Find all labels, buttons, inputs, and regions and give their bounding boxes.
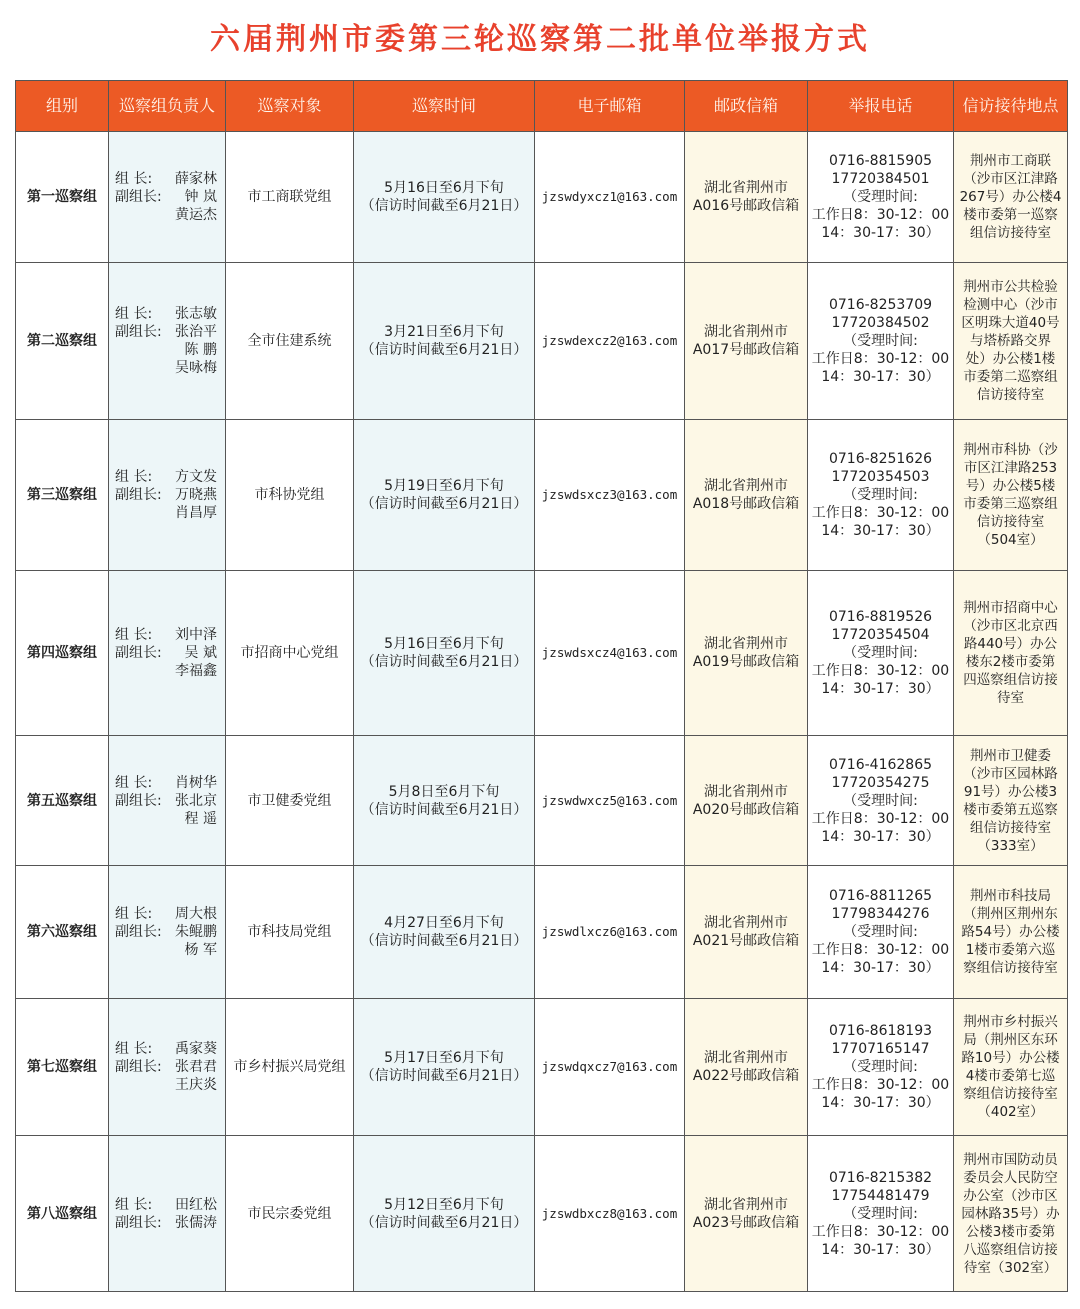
email-address: jzswdlxcz6@163.com xyxy=(535,866,685,999)
group-name: 第四巡察组 xyxy=(16,571,109,736)
email-address: jzswdqxcz7@163.com xyxy=(535,999,685,1136)
address-line: 1楼市委第六巡 xyxy=(965,942,1056,958)
hours-morning: 工作日8：30-12：00 xyxy=(811,207,950,223)
phone-landline: 0716-8215382 xyxy=(828,1169,933,1186)
hours-label: （受理时间: xyxy=(843,1205,918,1222)
time-cell xyxy=(354,999,535,1136)
deputy-role-label: 副组长: xyxy=(115,189,162,205)
address-line: 园林路35号）办 xyxy=(961,1205,1060,1222)
mailbox-city: 湖北省荆州市 xyxy=(704,324,788,340)
time-cell xyxy=(354,1136,535,1292)
group-name: 第五巡察组 xyxy=(16,736,109,866)
table-row xyxy=(16,1136,1068,1292)
deputy-name: 张北京 xyxy=(175,792,217,809)
deputy-role-label: 副组长: xyxy=(115,1214,162,1231)
mailbox-number: A017号邮政信箱 xyxy=(692,342,800,358)
table-row xyxy=(16,263,1068,420)
deputy-name: 张治平 xyxy=(175,324,217,340)
phone-cell xyxy=(808,736,954,866)
address-line: 市委第二巡察组 xyxy=(963,369,1058,385)
table-row xyxy=(16,866,1068,999)
address-line: 信访接待室 xyxy=(976,514,1045,530)
table-row xyxy=(16,420,1068,571)
hours-label: （受理时间: xyxy=(843,1059,918,1075)
address-line: 组信访接待室 xyxy=(970,225,1051,241)
target-cell: 市科协党组 xyxy=(226,420,354,571)
mailbox-number: A021号邮政信箱 xyxy=(692,933,800,949)
address-line: 待室（302室） xyxy=(963,1259,1058,1276)
leader-role-label: 组 长: xyxy=(115,171,153,187)
leaders-cell xyxy=(109,420,226,571)
header-target: 巡察对象 xyxy=(226,81,354,132)
phone-cell xyxy=(808,571,954,736)
leader-name: 田红松 xyxy=(175,1196,217,1213)
leader-role-label: 组 长: xyxy=(115,774,153,791)
address-line: 市委第三巡察组 xyxy=(963,496,1058,512)
address-cell xyxy=(954,420,1068,571)
deputy-name: 肖昌厚 xyxy=(175,505,217,521)
deputy-role-label: 副组长: xyxy=(115,792,162,809)
petition-deadline: （信访时间截至6月21日） xyxy=(360,933,528,949)
petition-deadline: （信访时间截至6月21日） xyxy=(360,496,528,512)
leader-role-label: 组 长: xyxy=(115,306,153,322)
address-line: （333室） xyxy=(977,837,1044,854)
header-address: 信访接待地点 xyxy=(954,81,1068,132)
time-range: 3月21日至6月下旬 xyxy=(384,324,504,340)
hours-label: （受理时间: xyxy=(843,645,918,661)
time-cell xyxy=(354,263,535,420)
hours-afternoon: 14：30-17：30） xyxy=(821,1095,940,1111)
hours-afternoon: 14：30-17：30） xyxy=(821,225,940,241)
hours-label: （受理时间: xyxy=(843,487,918,503)
leaders-cell xyxy=(109,999,226,1136)
mailbox-cell xyxy=(685,736,808,866)
phone-landline: 0716-8251626 xyxy=(828,451,933,467)
hours-afternoon: 14：30-17：30） xyxy=(821,1241,940,1258)
address-cell xyxy=(954,999,1068,1136)
leader-name: 肖树华 xyxy=(175,774,217,791)
email-address: jzswdyxcz1@163.com xyxy=(535,132,685,263)
address-cell xyxy=(954,736,1068,866)
email-address: jzswdbxcz8@163.com xyxy=(535,1136,685,1292)
address-line: 区明珠大道40号 xyxy=(961,315,1060,331)
leaders-cell xyxy=(109,263,226,420)
hours-label: （受理时间: xyxy=(843,333,918,349)
leaders-cell xyxy=(109,736,226,866)
address-line: 荆州市乡村振兴 xyxy=(963,1014,1058,1030)
address-line: （402室） xyxy=(977,1104,1044,1120)
deputy-role-label: 副组长: xyxy=(115,645,162,661)
leaders-cell xyxy=(109,1136,226,1292)
hours-afternoon: 14：30-17：30） xyxy=(821,960,940,976)
mailbox-cell xyxy=(685,263,808,420)
deputy-role-label: 副组长: xyxy=(115,924,162,940)
table-row xyxy=(16,999,1068,1136)
address-line: （沙市区江津路 xyxy=(963,171,1058,187)
address-line: （504室） xyxy=(977,532,1044,548)
address-line: 4楼市委第七巡 xyxy=(965,1068,1056,1084)
phone-mobile: 17754481479 xyxy=(831,1187,930,1204)
mailbox-number: A022号邮政信箱 xyxy=(692,1068,800,1084)
phone-mobile: 17720384502 xyxy=(831,315,930,331)
report-table xyxy=(15,80,1068,1292)
address-line: 局（荆州区东环 xyxy=(963,1032,1058,1048)
address-cell xyxy=(954,263,1068,420)
address-line: （沙市区北京西 xyxy=(963,618,1058,634)
email-address: jzswdwxcz5@163.com xyxy=(535,736,685,866)
mailbox-cell xyxy=(685,571,808,736)
deputy-role-label: 副组长: xyxy=(115,1059,162,1075)
phone-mobile: 17720384501 xyxy=(831,171,930,187)
petition-deadline: （信访时间截至6月21日） xyxy=(360,198,528,214)
target-cell: 市工商联党组 xyxy=(226,132,354,263)
group-name: 第七巡察组 xyxy=(16,999,109,1136)
leader-name: 薛家林 xyxy=(175,171,217,187)
address-line: 信访接待室 xyxy=(976,387,1045,403)
phone-cell xyxy=(808,1136,954,1292)
mailbox-number: A020号邮政信箱 xyxy=(692,801,800,818)
time-cell xyxy=(354,736,535,866)
deputy-name: 杨 军 xyxy=(184,942,217,958)
leader-name: 禹家葵 xyxy=(175,1041,217,1057)
hours-label: （受理时间: xyxy=(843,924,918,940)
leaders-cell xyxy=(109,571,226,736)
hours-morning: 工作日8：30-12：00 xyxy=(811,663,950,679)
address-line: 察组信访接待室 xyxy=(963,960,1058,976)
leaders-cell xyxy=(109,866,226,999)
mailbox-cell xyxy=(685,1136,808,1292)
petition-deadline: （信访时间截至6月21日） xyxy=(360,801,528,818)
deputy-name: 程 遥 xyxy=(184,810,217,827)
address-line: 组信访接待室 xyxy=(970,819,1051,836)
target-cell: 市乡村振兴局党组 xyxy=(226,999,354,1136)
group-name: 第六巡察组 xyxy=(16,866,109,999)
address-cell xyxy=(954,866,1068,999)
time-cell xyxy=(354,866,535,999)
deputy-name: 张儒涛 xyxy=(175,1214,217,1231)
leader-name: 方文发 xyxy=(175,469,217,485)
group-name: 第三巡察组 xyxy=(16,420,109,571)
time-cell xyxy=(354,420,535,571)
mailbox-city: 湖北省荆州市 xyxy=(704,783,788,800)
mailbox-city: 湖北省荆州市 xyxy=(704,478,788,494)
phone-landline: 0716-8819526 xyxy=(828,609,933,625)
deputy-name: 钟 岚 xyxy=(184,189,217,205)
deputy-name: 王庆炎 xyxy=(175,1077,217,1093)
address-line: 荆州市卫健委 xyxy=(970,747,1051,764)
phone-mobile: 17707165147 xyxy=(831,1041,930,1057)
address-line: （荆州区荆州东 xyxy=(963,906,1058,922)
address-line: 四巡察组信访接 xyxy=(963,672,1058,688)
leader-name: 张志敏 xyxy=(175,306,217,322)
address-cell xyxy=(954,132,1068,263)
address-line: 办公室（沙市区 xyxy=(963,1187,1058,1204)
email-address: jzswdexcz2@163.com xyxy=(535,263,685,420)
header-leaders: 巡察组负责人 xyxy=(109,81,226,132)
time-cell xyxy=(354,132,535,263)
address-line: 待室 xyxy=(997,690,1024,706)
address-line: 荆州市工商联 xyxy=(970,153,1051,169)
address-line: 荆州市公共检验 xyxy=(963,279,1058,295)
deputy-role-label: 副组长: xyxy=(115,324,162,340)
hours-morning: 工作日8：30-12：00 xyxy=(811,1223,950,1240)
deputy-name: 陈 鹏 xyxy=(184,342,217,358)
page-title: 六届荆州市委第三轮巡察第二批单位举报方式 xyxy=(210,22,870,57)
mailbox-number: A019号邮政信箱 xyxy=(692,654,800,670)
phone-cell xyxy=(808,999,954,1136)
address-line: 荆州市科协（沙 xyxy=(963,442,1058,458)
deputy-name: 黄运杰 xyxy=(175,207,217,223)
mailbox-city: 湖北省荆州市 xyxy=(704,636,788,652)
mailbox-cell xyxy=(685,420,808,571)
table-row xyxy=(16,132,1068,263)
hours-label: （受理时间: xyxy=(843,792,918,809)
deputy-name: 万晓燕 xyxy=(175,487,217,503)
address-cell xyxy=(954,571,1068,736)
hours-afternoon: 14：30-17：30） xyxy=(821,828,940,845)
phone-landline: 0716-8253709 xyxy=(828,297,933,313)
leader-name: 周大根 xyxy=(175,906,217,922)
hours-morning: 工作日8：30-12：00 xyxy=(811,505,950,521)
hours-morning: 工作日8：30-12：00 xyxy=(811,942,950,958)
mailbox-number: A018号邮政信箱 xyxy=(692,496,800,512)
target-cell: 市卫健委党组 xyxy=(226,736,354,866)
header-row xyxy=(16,81,1068,132)
hours-morning: 工作日8：30-12：00 xyxy=(811,1077,950,1093)
header-email: 电子邮箱 xyxy=(535,81,685,132)
address-cell xyxy=(954,1136,1068,1292)
mailbox-city: 湖北省荆州市 xyxy=(704,915,788,931)
hours-afternoon: 14：30-17：30） xyxy=(821,369,940,385)
time-range: 4月27日至6月下旬 xyxy=(384,915,504,931)
leader-name: 刘中泽 xyxy=(175,627,217,643)
target-cell: 全市住建系统 xyxy=(226,263,354,420)
address-line: 路10号）办公楼 xyxy=(961,1050,1060,1066)
target-cell: 市科技局党组 xyxy=(226,866,354,999)
address-line: 91号）办公楼3 xyxy=(963,783,1058,800)
deputy-name: 李福鑫 xyxy=(175,663,217,679)
address-line: 八巡察组信访接 xyxy=(963,1241,1058,1258)
phone-landline: 0716-8811265 xyxy=(828,888,933,904)
mailbox-cell xyxy=(685,999,808,1136)
time-range: 5月16日至6月下旬 xyxy=(384,180,504,196)
phone-landline: 0716-4162865 xyxy=(828,756,933,773)
petition-deadline: （信访时间截至6月21日） xyxy=(360,1214,528,1231)
phone-cell xyxy=(808,866,954,999)
phone-mobile: 17720354275 xyxy=(831,774,930,791)
address-line: 与塔桥路交界 xyxy=(970,333,1051,349)
leader-role-label: 组 长: xyxy=(115,627,153,643)
phone-cell xyxy=(808,132,954,263)
time-cell xyxy=(354,571,535,736)
leader-role-label: 组 长: xyxy=(115,469,153,485)
leader-role-label: 组 长: xyxy=(115,906,153,922)
hours-label: （受理时间: xyxy=(843,189,918,205)
petition-deadline: （信访时间截至6月21日） xyxy=(360,1068,528,1084)
mailbox-number: A023号邮政信箱 xyxy=(692,1214,800,1231)
mailbox-city: 湖北省荆州市 xyxy=(704,180,788,196)
header-phone: 举报电话 xyxy=(808,81,954,132)
phone-cell xyxy=(808,263,954,420)
group-name: 第八巡察组 xyxy=(16,1136,109,1292)
address-line: 荆州市招商中心 xyxy=(963,600,1058,616)
address-line: 处）办公楼1楼 xyxy=(965,351,1056,367)
phone-landline: 0716-8815905 xyxy=(828,153,933,169)
group-name: 第二巡察组 xyxy=(16,263,109,420)
table-row xyxy=(16,736,1068,866)
phone-cell xyxy=(808,420,954,571)
mailbox-number: A016号邮政信箱 xyxy=(692,198,800,214)
petition-deadline: （信访时间截至6月21日） xyxy=(360,342,528,358)
address-line: （沙市区园林路 xyxy=(963,765,1058,782)
address-line: 察组信访接待室 xyxy=(963,1086,1058,1102)
group-name: 第一巡察组 xyxy=(16,132,109,263)
phone-mobile: 17720354504 xyxy=(831,627,930,643)
petition-deadline: （信访时间截至6月21日） xyxy=(360,654,528,670)
email-address: jzswdsxcz4@163.com xyxy=(535,571,685,736)
hours-afternoon: 14：30-17：30） xyxy=(821,681,940,697)
address-line: 267号）办公楼4 xyxy=(959,189,1062,205)
hours-morning: 工作日8：30-12：00 xyxy=(811,810,950,827)
deputy-name: 张君君 xyxy=(175,1059,217,1075)
mailbox-city: 湖北省荆州市 xyxy=(704,1050,788,1066)
address-line: 市区江津路253 xyxy=(963,460,1058,476)
address-line: 楼东2楼市委第 xyxy=(965,654,1056,670)
phone-mobile: 17798344276 xyxy=(831,906,930,922)
table-row xyxy=(16,571,1068,736)
phone-mobile: 17720354503 xyxy=(831,469,930,485)
address-line: 检测中心（沙市 xyxy=(963,297,1058,313)
address-line: 路54号）办公楼 xyxy=(961,924,1060,940)
time-range: 5月8日至6月下旬 xyxy=(388,783,500,800)
mailbox-cell xyxy=(685,132,808,263)
deputy-role-label: 副组长: xyxy=(115,487,162,503)
header-group: 组别 xyxy=(16,81,109,132)
email-address: jzswdsxcz3@163.com xyxy=(535,420,685,571)
address-line: 荆州市科技局 xyxy=(970,888,1051,904)
target-cell: 市民宗委党组 xyxy=(226,1136,354,1292)
phone-landline: 0716-8618193 xyxy=(828,1023,933,1039)
address-line: 号）办公楼5楼 xyxy=(965,478,1056,494)
header-time: 巡察时间 xyxy=(354,81,535,132)
address-line: 楼市委第五巡察 xyxy=(963,801,1058,818)
time-range: 5月16日至6月下旬 xyxy=(384,636,504,652)
time-range: 5月19日至6月下旬 xyxy=(384,478,504,494)
address-line: 路440号）办公 xyxy=(963,636,1058,652)
deputy-name: 吴 斌 xyxy=(184,645,217,661)
target-cell: 市招商中心党组 xyxy=(226,571,354,736)
mailbox-cell xyxy=(685,866,808,999)
time-range: 5月17日至6月下旬 xyxy=(384,1050,504,1066)
hours-morning: 工作日8：30-12：00 xyxy=(811,351,950,367)
leaders-cell xyxy=(109,132,226,263)
address-line: 公楼3楼市委第 xyxy=(965,1223,1056,1240)
header-mailbox: 邮政信箱 xyxy=(685,81,808,132)
mailbox-city: 湖北省荆州市 xyxy=(704,1196,788,1213)
address-line: 委员会人民防空 xyxy=(963,1169,1058,1186)
leader-role-label: 组 长: xyxy=(115,1196,153,1213)
hours-afternoon: 14：30-17：30） xyxy=(821,523,940,539)
deputy-name: 朱鲲鹏 xyxy=(175,924,217,940)
deputy-name: 吴咏梅 xyxy=(175,360,217,376)
time-range: 5月12日至6月下旬 xyxy=(384,1196,504,1213)
address-line: 楼市委第一巡察 xyxy=(963,207,1058,223)
address-line: 荆州市国防动员 xyxy=(963,1151,1058,1168)
leader-role-label: 组 长: xyxy=(115,1041,153,1057)
